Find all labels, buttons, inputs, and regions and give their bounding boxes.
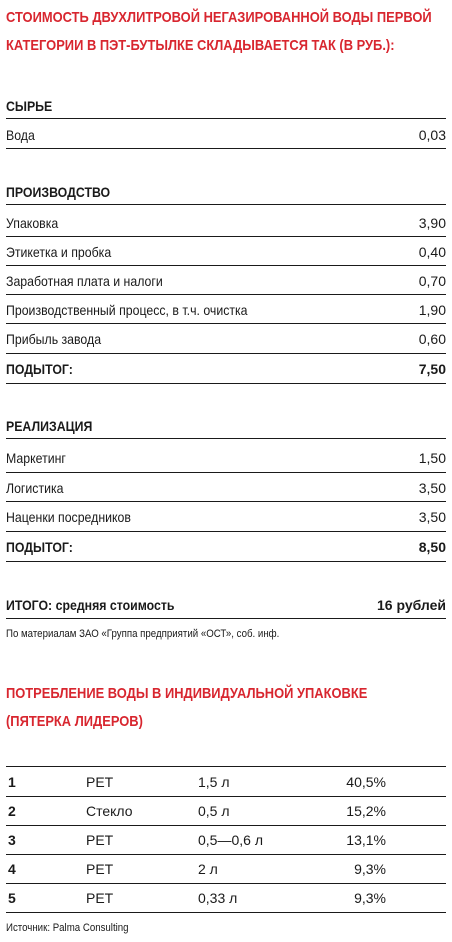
divider: [6, 438, 446, 439]
divider: [6, 561, 446, 562]
production-row: [6, 326, 446, 352]
rank: 1: [8, 774, 16, 790]
divider: [6, 265, 446, 266]
cost-source-note: По материалам ЗАО «Группа предприятий «ОСТ», соб. инф.: [6, 628, 280, 640]
volume: 0,5—0,6 л: [198, 832, 263, 848]
production-heading: ПРОИЗВОДСТВО: [6, 184, 111, 200]
share: 9,3%: [354, 861, 386, 877]
package-type: Стекло: [86, 803, 133, 819]
production-row: [6, 268, 446, 294]
share: 40,5%: [346, 774, 386, 790]
sales-row: [6, 475, 446, 501]
row-value: 0,60: [418, 331, 446, 347]
divider: [6, 501, 446, 502]
raw-heading: СЫРЬЕ: [6, 98, 53, 114]
row-label: Заработная плата и налоги: [6, 273, 163, 289]
divider: [6, 472, 446, 473]
subtotal-label: ПОДЫТОГ:: [6, 361, 73, 377]
divider: [6, 204, 446, 205]
share: 9,3%: [354, 890, 386, 906]
volume: 0,33 л: [198, 890, 238, 906]
subtotal-value: 7,50: [418, 361, 446, 377]
subtotal-label: ПОДЫТОГ:: [6, 539, 73, 555]
divider: [6, 383, 446, 384]
package-type: PET: [86, 890, 114, 906]
divider: [6, 912, 446, 913]
row-value: 3,50: [418, 509, 446, 525]
volume: 1,5 л: [198, 774, 230, 790]
share: 15,2%: [346, 803, 386, 819]
row-label: Наценки посредников: [6, 509, 131, 525]
divider: [6, 618, 446, 619]
package-type: PET: [86, 774, 114, 790]
total-label: ИТОГО: средняя стоимость: [6, 597, 175, 613]
divider: [6, 118, 446, 119]
row-label: Маркетинг: [6, 450, 66, 466]
volume: 0,5 л: [198, 803, 230, 819]
production-row: [6, 239, 446, 265]
cost-title-line-1: СТОИМОСТЬ ДВУХЛИТРОВОЙ НЕГАЗИРОВАННОЙ ВОДЫ ПЕРВОЙ: [6, 9, 432, 26]
divider: [6, 294, 446, 295]
rank: 5: [8, 890, 16, 906]
rank: 3: [8, 832, 16, 848]
row-label: Этикетка и пробка: [6, 244, 112, 260]
leaders-row: [6, 826, 446, 854]
package-type: PET: [86, 861, 114, 877]
row-label: Производственный процесс, в т.ч. очистка: [6, 302, 248, 318]
row-value: 3,50: [418, 480, 446, 496]
consumption-title-line-1: ПОТРЕБЛЕНИЕ ВОДЫ В ИНДИВИДУАЛЬНОЙ УПАКОВКЕ: [6, 685, 368, 702]
rank: 4: [8, 861, 16, 877]
production-subtotal: [6, 356, 446, 382]
leaders-row: [6, 768, 446, 796]
divider: [6, 353, 446, 354]
sales-row: [6, 445, 446, 471]
production-row: [6, 297, 446, 323]
total-row: [6, 592, 446, 618]
leaders-source-note: Источник: Palma Consulting: [6, 922, 129, 934]
total-value: 16 рублей: [376, 597, 446, 613]
divider: [6, 148, 446, 149]
divider: [6, 323, 446, 324]
sales-row: [6, 504, 446, 530]
row-label: Вода: [6, 127, 35, 143]
rank: 2: [8, 803, 16, 819]
sales-heading: РЕАЛИЗАЦИЯ: [6, 418, 93, 434]
sales-subtotal: [6, 534, 446, 560]
volume: 2 л: [198, 861, 218, 877]
consumption-title-line-2: (ПЯТЕРКА ЛИДЕРОВ): [6, 713, 143, 730]
cost-title-line-2: КАТЕГОРИИ В ПЭТ-БУТЫЛКЕ СКЛАДЫВАЕТСЯ ТАК (В РУБ.):: [6, 37, 395, 54]
leaders-row: [6, 797, 446, 825]
leaders-row: [6, 884, 446, 912]
package-type: PET: [86, 832, 114, 848]
row-label: Логистика: [6, 480, 64, 496]
row-value: 0,40: [418, 244, 446, 260]
row-label: Прибыль завода: [6, 331, 102, 347]
row-value: 0,70: [418, 273, 446, 289]
raw-row: [6, 122, 446, 148]
divider: [6, 766, 446, 767]
share: 13,1%: [346, 832, 386, 848]
row-value: 0,03: [418, 127, 446, 143]
divider: [6, 531, 446, 532]
leaders-row: [6, 855, 446, 883]
subtotal-value: 8,50: [418, 539, 446, 555]
row-value: 1,50: [418, 450, 446, 466]
row-label: Упаковка: [6, 215, 59, 231]
production-row: [6, 210, 446, 236]
row-value: 3,90: [418, 215, 446, 231]
row-value: 1,90: [418, 302, 446, 318]
divider: [6, 236, 446, 237]
